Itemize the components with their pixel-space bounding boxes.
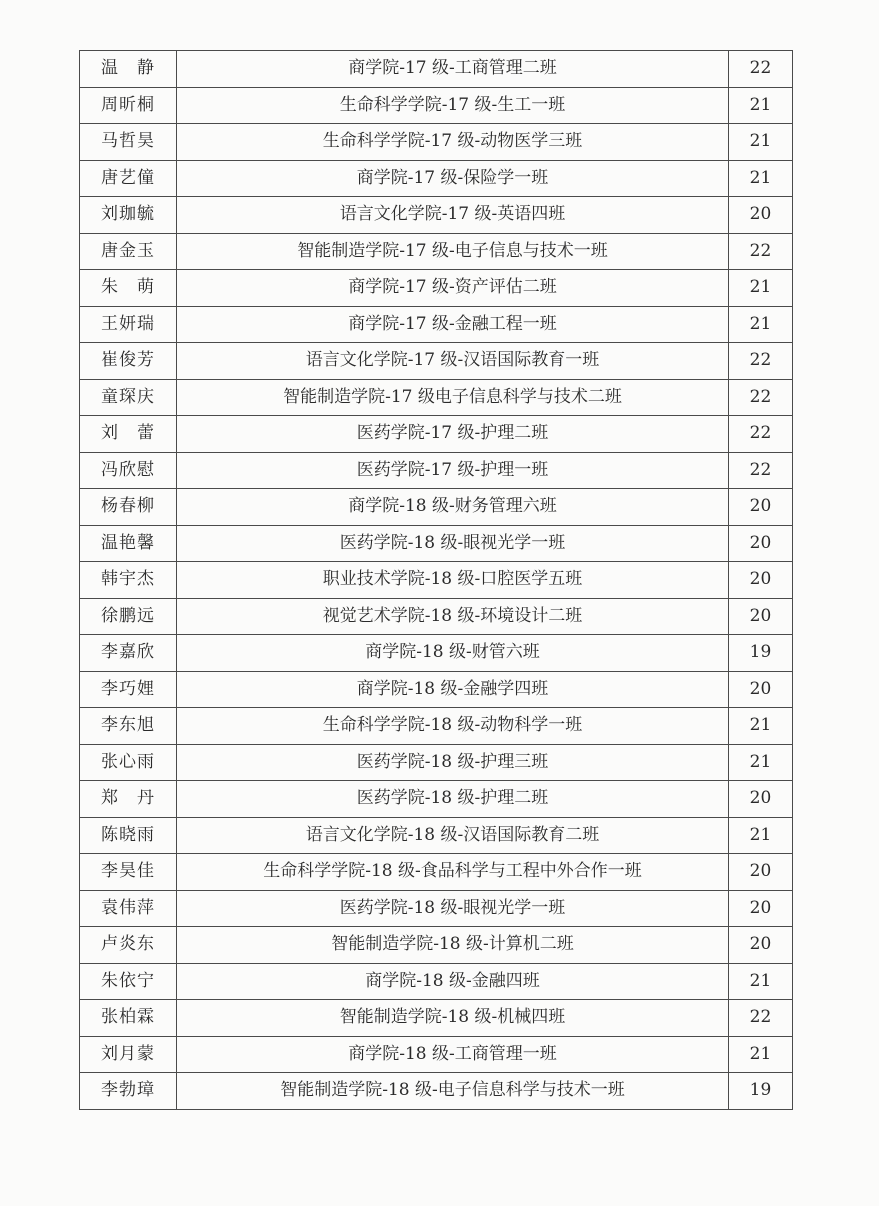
table-row xyxy=(80,452,793,489)
age-cell: 21 xyxy=(729,270,793,307)
table-row xyxy=(80,379,793,416)
student-name-cell: 温艳馨 xyxy=(80,525,177,562)
table-row xyxy=(80,781,793,818)
class-cell: 职业技术学院-18 级-口腔医学五班 xyxy=(177,562,729,599)
table-row xyxy=(80,817,793,854)
class-cell: 医药学院-18 级-眼视光学一班 xyxy=(177,525,729,562)
student-name-cell: 唐金玉 xyxy=(80,233,177,270)
table-row xyxy=(80,525,793,562)
table-row xyxy=(80,87,793,124)
age-cell: 20 xyxy=(729,525,793,562)
student-name-cell: 袁伟萍 xyxy=(80,890,177,927)
age-cell: 20 xyxy=(729,671,793,708)
class-cell: 智能制造学院-18 级-机械四班 xyxy=(177,1000,729,1037)
student-name-cell: 李东旭 xyxy=(80,708,177,745)
age-cell: 20 xyxy=(729,489,793,526)
class-cell: 智能制造学院-17 级-电子信息与技术一班 xyxy=(177,233,729,270)
age-cell: 22 xyxy=(729,379,793,416)
age-cell: 21 xyxy=(729,306,793,343)
student-name-cell: 王妍瑞 xyxy=(80,306,177,343)
class-cell: 商学院-17 级-金融工程一班 xyxy=(177,306,729,343)
class-cell: 医药学院-18 级-护理三班 xyxy=(177,744,729,781)
class-cell: 商学院-18 级-金融学四班 xyxy=(177,671,729,708)
age-cell: 22 xyxy=(729,416,793,453)
class-cell: 医药学院-17 级-护理二班 xyxy=(177,416,729,453)
table-row xyxy=(80,1000,793,1037)
class-cell: 医药学院-18 级-护理二班 xyxy=(177,781,729,818)
age-cell: 20 xyxy=(729,562,793,599)
student-name-cell: 周昕桐 xyxy=(80,87,177,124)
age-cell: 20 xyxy=(729,890,793,927)
table-row xyxy=(80,598,793,635)
age-cell: 21 xyxy=(729,160,793,197)
table-row xyxy=(80,744,793,781)
student-name-cell: 李嘉欣 xyxy=(80,635,177,672)
class-cell: 语言文化学院-18 级-汉语国际教育二班 xyxy=(177,817,729,854)
class-cell: 生命科学学院-18 级-动物科学一班 xyxy=(177,708,729,745)
student-name-cell: 唐艺僮 xyxy=(80,160,177,197)
table-row xyxy=(80,635,793,672)
student-name-cell: 郑 丹 xyxy=(80,781,177,818)
class-cell: 商学院-18 级-工商管理一班 xyxy=(177,1036,729,1073)
age-cell: 21 xyxy=(729,1036,793,1073)
student-name-cell: 温 静 xyxy=(80,51,177,88)
age-cell: 21 xyxy=(729,817,793,854)
class-cell: 智能制造学院-18 级-电子信息科学与技术一班 xyxy=(177,1073,729,1110)
student-name-cell: 张心雨 xyxy=(80,744,177,781)
class-cell: 商学院-18 级-金融四班 xyxy=(177,963,729,1000)
table-row xyxy=(80,416,793,453)
age-cell: 20 xyxy=(729,781,793,818)
student-name-cell: 徐鹏远 xyxy=(80,598,177,635)
class-cell: 语言文化学院-17 级-汉语国际教育一班 xyxy=(177,343,729,380)
age-cell: 22 xyxy=(729,51,793,88)
table-row xyxy=(80,160,793,197)
age-cell: 20 xyxy=(729,197,793,234)
age-cell: 21 xyxy=(729,963,793,1000)
roster-body xyxy=(80,51,793,1110)
student-name-cell: 李勃璋 xyxy=(80,1073,177,1110)
age-cell: 22 xyxy=(729,452,793,489)
table-row xyxy=(80,963,793,1000)
table-row xyxy=(80,671,793,708)
age-cell: 20 xyxy=(729,927,793,964)
table-row xyxy=(80,562,793,599)
age-cell: 21 xyxy=(729,708,793,745)
class-cell: 医药学院-18 级-眼视光学一班 xyxy=(177,890,729,927)
table-row xyxy=(80,890,793,927)
student-name-cell: 卢炎东 xyxy=(80,927,177,964)
table-row xyxy=(80,343,793,380)
age-cell: 21 xyxy=(729,744,793,781)
class-cell: 商学院-17 级-工商管理二班 xyxy=(177,51,729,88)
class-cell: 视觉艺术学院-18 级-环境设计二班 xyxy=(177,598,729,635)
age-cell: 22 xyxy=(729,343,793,380)
table-row xyxy=(80,1073,793,1110)
table-row xyxy=(80,306,793,343)
table-row xyxy=(80,124,793,161)
age-cell: 21 xyxy=(729,124,793,161)
student-name-cell: 陈晓雨 xyxy=(80,817,177,854)
student-roster-table xyxy=(79,50,793,1110)
class-cell: 商学院-18 级-财务管理六班 xyxy=(177,489,729,526)
table-row xyxy=(80,708,793,745)
student-name-cell: 刘 蕾 xyxy=(80,416,177,453)
class-cell: 生命科学学院-17 级-动物医学三班 xyxy=(177,124,729,161)
table-row xyxy=(80,1036,793,1073)
table-row xyxy=(80,489,793,526)
student-name-cell: 童琛庆 xyxy=(80,379,177,416)
student-name-cell: 刘珈毓 xyxy=(80,197,177,234)
age-cell: 20 xyxy=(729,854,793,891)
class-cell: 语言文化学院-17 级-英语四班 xyxy=(177,197,729,234)
age-cell: 22 xyxy=(729,1000,793,1037)
age-cell: 19 xyxy=(729,635,793,672)
class-cell: 商学院-17 级-保险学一班 xyxy=(177,160,729,197)
age-cell: 22 xyxy=(729,233,793,270)
table-row xyxy=(80,233,793,270)
table-row xyxy=(80,51,793,88)
table-row xyxy=(80,927,793,964)
student-name-cell: 马哲昊 xyxy=(80,124,177,161)
student-name-cell: 朱依宁 xyxy=(80,963,177,1000)
student-name-cell: 冯欣慰 xyxy=(80,452,177,489)
student-name-cell: 韩宇杰 xyxy=(80,562,177,599)
student-name-cell: 李巧娌 xyxy=(80,671,177,708)
table-row xyxy=(80,270,793,307)
student-name-cell: 刘月蒙 xyxy=(80,1036,177,1073)
student-name-cell: 朱 萌 xyxy=(80,270,177,307)
class-cell: 智能制造学院-18 级-计算机二班 xyxy=(177,927,729,964)
class-cell: 医药学院-17 级-护理一班 xyxy=(177,452,729,489)
student-name-cell: 崔俊芳 xyxy=(80,343,177,380)
class-cell: 生命科学学院-18 级-食品科学与工程中外合作一班 xyxy=(177,854,729,891)
age-cell: 19 xyxy=(729,1073,793,1110)
class-cell: 商学院-17 级-资产评估二班 xyxy=(177,270,729,307)
table-row xyxy=(80,854,793,891)
student-name-cell: 杨春柳 xyxy=(80,489,177,526)
class-cell: 智能制造学院-17 级电子信息科学与技术二班 xyxy=(177,379,729,416)
age-cell: 20 xyxy=(729,598,793,635)
student-name-cell: 李昊佳 xyxy=(80,854,177,891)
table-row xyxy=(80,197,793,234)
age-cell: 21 xyxy=(729,87,793,124)
student-name-cell: 张柏霖 xyxy=(80,1000,177,1037)
class-cell: 生命科学学院-17 级-生工一班 xyxy=(177,87,729,124)
class-cell: 商学院-18 级-财管六班 xyxy=(177,635,729,672)
